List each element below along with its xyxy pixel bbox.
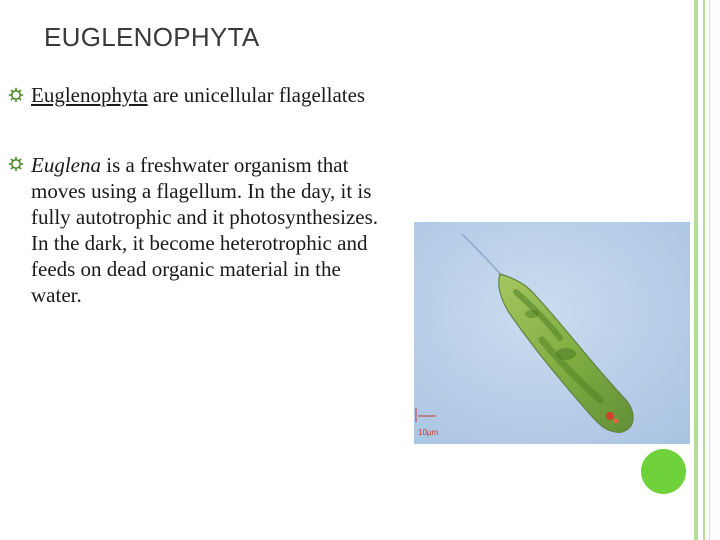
scale-label: 10µm	[418, 428, 439, 437]
border-rule	[703, 0, 705, 540]
para-line	[31, 152, 431, 178]
para-line: In the dark, it become heterotrophic and	[31, 231, 368, 255]
accent-circle	[641, 449, 686, 494]
bullet-text-1	[31, 83, 365, 108]
para-line: fully autotrophic and it photosynthesizes.	[31, 205, 379, 229]
para-line-text: is a freshwater organism that	[100, 153, 349, 177]
bullet-text-2	[31, 152, 431, 308]
slide-title: EUGLENOPHYTA	[44, 22, 260, 52]
gear-bullet-icon	[8, 156, 24, 172]
term-euglena: Euglena	[31, 153, 101, 177]
para-line: moves using a flagellum. In the day, it is	[31, 179, 372, 203]
euglena-micrograph	[414, 222, 690, 444]
gear-bullet-icon	[8, 87, 24, 103]
para-line: water.	[31, 283, 82, 307]
border-rule	[709, 0, 710, 540]
border-rule	[694, 0, 698, 540]
bullet-1-rest: are unicellular flagellates	[147, 83, 366, 107]
term-euglenophyta: Euglenophyta	[31, 83, 148, 107]
para-line: feeds on dead organic material in the	[31, 257, 341, 281]
